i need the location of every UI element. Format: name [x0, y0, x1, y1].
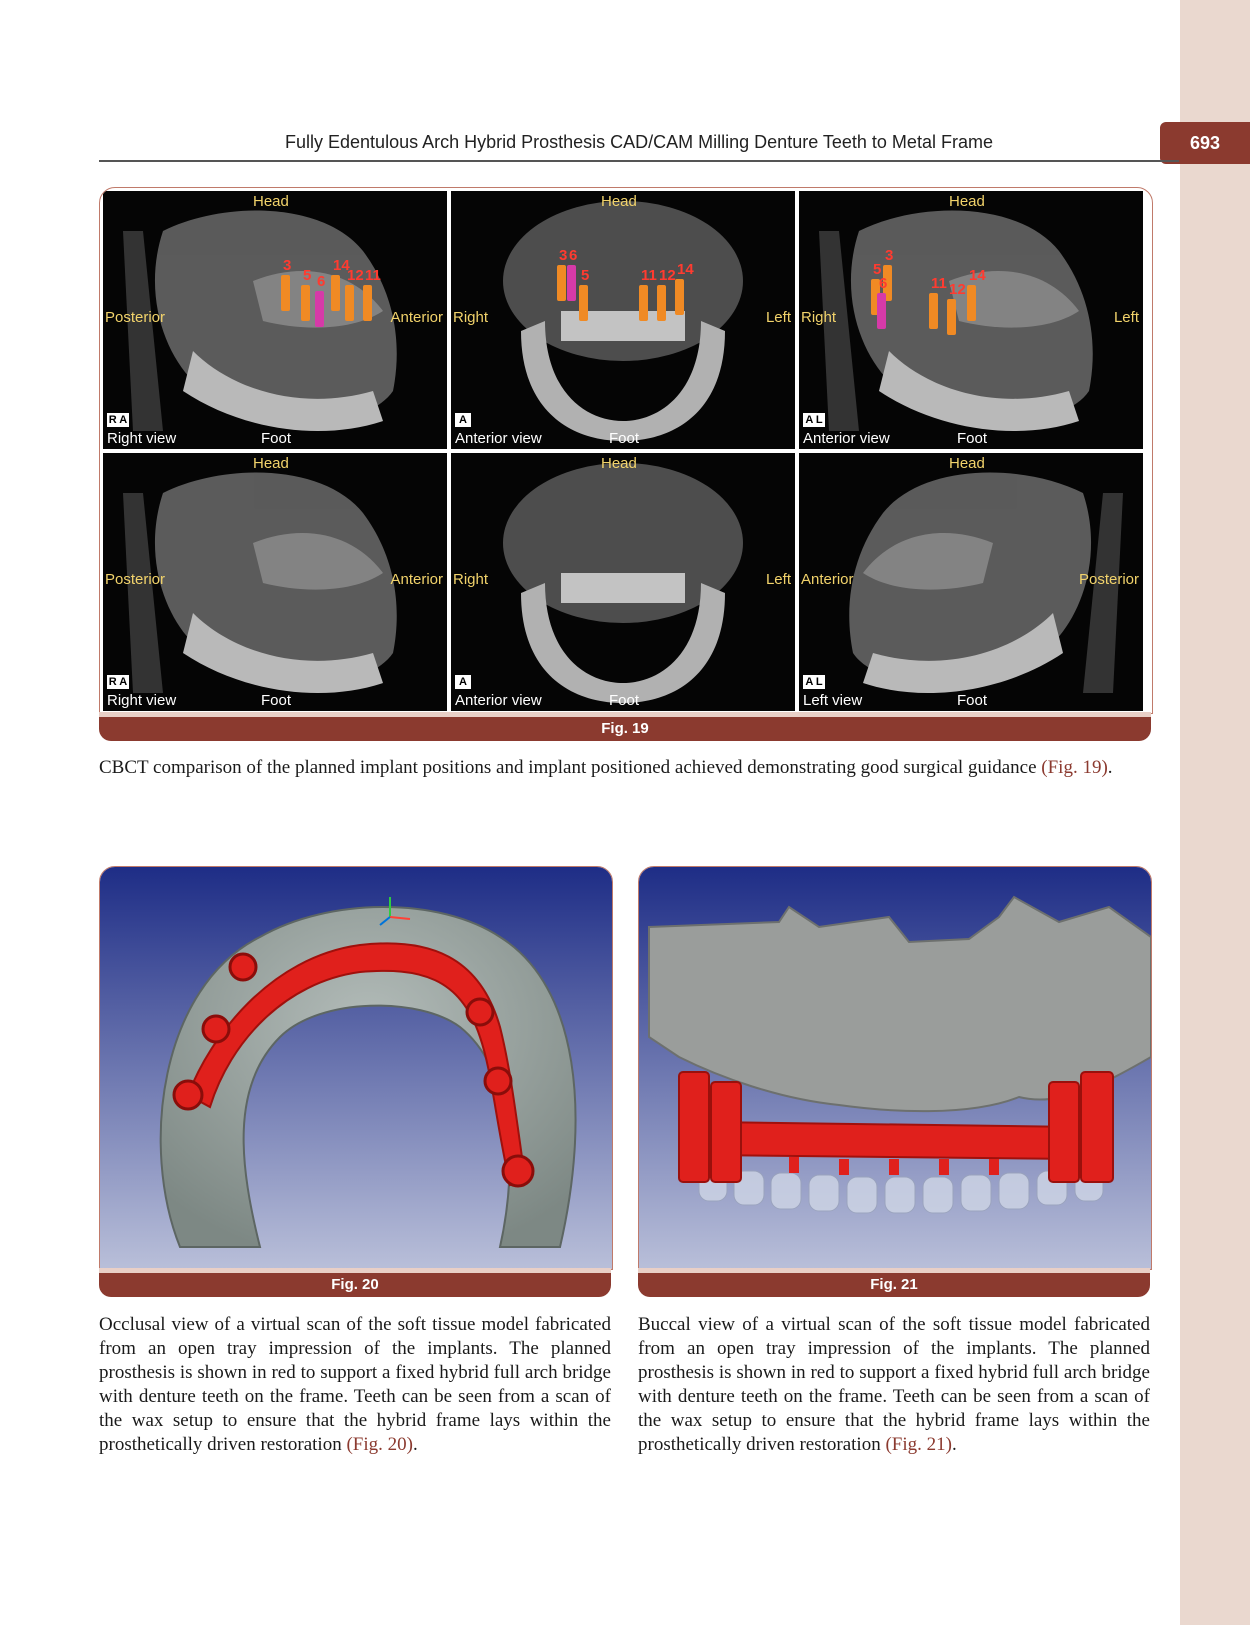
orientation-label-foot: Foot	[957, 430, 988, 447]
figure-21-caption-band	[638, 1268, 1150, 1297]
figure-21-description: Buccal view of a virtual scan of the soft tissue model fabricated from an open tray impression of the implants. The planned prosthesis is shown in red to support a fixed hybrid full arch bridge with denture teeth on the frame. Teeth can be seen from a scan of the wax setup to ensure that the hybrid frame lays within the prosthetically driven restoration (Fig. 21).	[638, 1314, 1150, 1455]
side-strip	[1180, 0, 1250, 1625]
cbct-panel	[799, 453, 1143, 711]
orientation-cube-icon: A	[455, 675, 471, 689]
cbct-panel	[451, 191, 795, 449]
implant-mark	[675, 279, 684, 315]
figure-19-description: CBCT comparison of the planned implant positions and implant positioned achieved demonstrating good surgical guidance (Fig. 19).	[99, 757, 1113, 778]
figure-19-caption-band	[99, 712, 1151, 741]
orientation-label-right: Anterior	[390, 571, 443, 588]
view-label: Anterior view	[803, 430, 890, 447]
orientation-label-left: Right	[453, 571, 489, 588]
tooth-number-label: 12	[659, 267, 676, 284]
implant-mark	[877, 293, 886, 329]
tooth-number-label: 12	[949, 281, 966, 298]
orientation-label-left: Anterior	[801, 571, 854, 588]
orientation-label-head: Head	[949, 455, 985, 472]
running-head: Fully Edentulous Arch Hybrid Prosthesis CAD/CAM Milling Denture Teeth to Metal Frame	[285, 132, 993, 152]
figure-19	[99, 187, 1153, 714]
tooth-number-label: 11	[931, 275, 947, 292]
orientation-label-left: Posterior	[105, 571, 166, 588]
tooth-number-label: 5	[873, 261, 882, 278]
tooth-number-label: 11	[641, 267, 657, 284]
figure-20-reference[interactable]: (Fig. 20)	[346, 1434, 413, 1455]
tooth-number-label: 5	[303, 267, 312, 284]
occlusal-scan-image	[100, 867, 612, 1269]
buccal-scan-image	[639, 867, 1151, 1269]
orientation-label-left: Right	[801, 309, 837, 326]
cbct-panel	[799, 191, 1143, 449]
cbct-panel	[103, 191, 447, 449]
orientation-label-left: Posterior	[105, 309, 166, 326]
orientation-label-foot: Foot	[609, 430, 640, 447]
cbct-skull-render	[451, 191, 795, 449]
tooth-number-label: 6	[569, 247, 578, 264]
tooth-number-label: 11	[365, 267, 381, 284]
implant-mark	[657, 285, 666, 321]
orientation-label-foot: Foot	[261, 430, 292, 447]
tooth-number-label: 3	[559, 247, 568, 264]
tooth-number-label: 5	[581, 267, 590, 284]
view-label: Anterior view	[455, 430, 542, 447]
tooth-number-label: 3	[283, 257, 292, 274]
figure-20-description: Occlusal view of a virtual scan of the soft tissue model fabricated from an open tray impression of the implants. The planned prosthesis is shown in red to support a fixed hybrid full arch bridge with denture teeth on the frame. Teeth can be seen from a scan of the wax setup to ensure that the hybrid frame lays within the prosthetically driven restoration (Fig. 20).	[99, 1314, 611, 1455]
orientation-label-left: Right	[453, 309, 489, 326]
orientation-cube-icon: A L	[803, 413, 825, 427]
cbct-panel	[103, 453, 447, 711]
orientation-label-foot: Foot	[957, 692, 988, 709]
implant-mark	[557, 265, 566, 301]
tooth-number-label: 14	[333, 257, 350, 274]
figure-20-caption: Fig. 20	[331, 1276, 379, 1293]
implant-mark	[363, 285, 372, 321]
orientation-label-head: Head	[253, 455, 289, 472]
figure-21	[638, 866, 1152, 1270]
figure-21-reference[interactable]: (Fig. 21)	[885, 1434, 952, 1455]
view-label: Anterior view	[455, 692, 542, 709]
figure-20	[99, 866, 613, 1270]
orientation-label-head: Head	[601, 193, 637, 210]
orientation-label-head: Head	[253, 193, 289, 210]
implant-mark	[929, 293, 938, 329]
orientation-label-right: Left	[765, 571, 791, 588]
implant-mark	[579, 285, 588, 321]
view-label: Left view	[803, 692, 863, 709]
orientation-label-right: Left	[1113, 309, 1139, 326]
orientation-label-right: Anterior	[390, 309, 443, 326]
figure-20-caption-band	[99, 1268, 611, 1297]
orientation-cube-icon: R A	[108, 676, 128, 688]
view-label: Right view	[107, 692, 177, 709]
orientation-label-right: Left	[765, 309, 791, 326]
header-rule	[99, 160, 1179, 162]
orientation-cube-icon: A	[455, 413, 471, 427]
cbct-skull-render	[451, 453, 795, 711]
implant-mark	[967, 285, 976, 321]
implant-mark	[947, 299, 956, 335]
orientation-label-foot: Foot	[261, 692, 292, 709]
tooth-number-label: 12	[347, 267, 364, 284]
implant-mark	[567, 265, 576, 301]
tooth-number-label: 6	[317, 273, 326, 290]
orientation-label-foot: Foot	[609, 692, 640, 709]
orientation-label-head: Head	[601, 455, 637, 472]
tooth-number-label: 6	[879, 275, 888, 292]
orientation-label-head: Head	[949, 193, 985, 210]
view-label: Right view	[107, 430, 177, 447]
implant-mark	[639, 285, 648, 321]
figure-19-caption: Fig. 19	[601, 720, 649, 737]
figure-19-reference[interactable]: (Fig. 19)	[1041, 757, 1108, 778]
orientation-cube-icon: A L	[803, 675, 825, 689]
tooth-number-label: 3	[885, 247, 894, 264]
tooth-number-label: 14	[969, 267, 986, 284]
implant-mark	[315, 291, 324, 327]
cbct-panel	[451, 453, 795, 711]
tooth-number-label: 14	[677, 261, 694, 278]
implant-mark	[331, 275, 340, 311]
figure-21-caption: Fig. 21	[870, 1276, 918, 1293]
orientation-cube-icon: R A	[108, 414, 128, 426]
implant-mark	[301, 285, 310, 321]
orientation-label-right: Posterior	[1078, 571, 1139, 588]
implant-mark	[281, 275, 290, 311]
implant-mark	[345, 285, 354, 321]
page-number: 693	[1160, 122, 1250, 164]
